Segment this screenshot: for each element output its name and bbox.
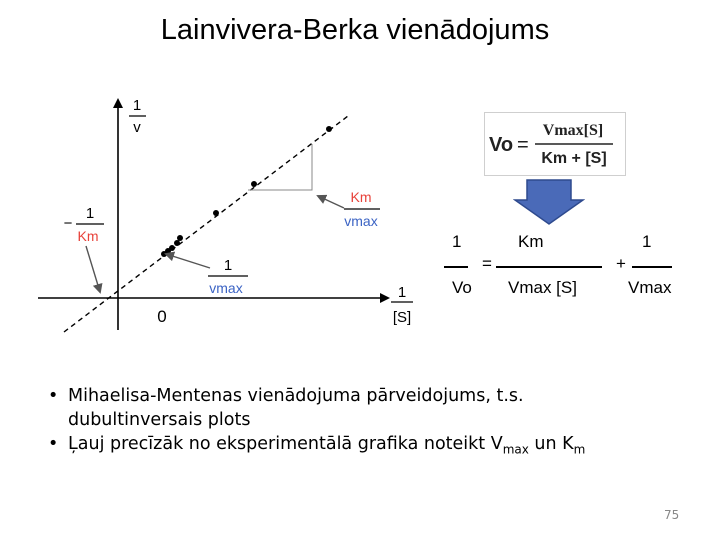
origin-label: 0 (157, 307, 167, 326)
data-point (213, 210, 219, 216)
slide-number: 75 (664, 508, 680, 522)
x-intercept-minus: − (63, 215, 73, 232)
lb-rhs-fraction-bar (632, 266, 672, 268)
bullet-continuation (48, 408, 688, 432)
mm-lhs: Vo (489, 134, 514, 156)
slide-title: Lainvivera-Berka vienādojums (160, 14, 550, 46)
mm-equation (485, 113, 625, 175)
down-arrow-icon (513, 178, 585, 226)
bullet-item (48, 432, 688, 462)
lb-lhs-fraction-bar (444, 266, 468, 268)
x-axis-label-num: 1 (397, 284, 407, 301)
bullet-subscript: m (573, 442, 586, 457)
slope-den: vmax (344, 213, 378, 229)
x-axis-label-den: [S] (392, 309, 412, 326)
slope-arrow (318, 196, 344, 208)
lb-rhs-num: 1 (642, 232, 652, 251)
bullet-text: Mihaelisa-Mentenas vienādojuma pārveidojums, t.s. (68, 386, 524, 406)
y-axis-label-den: v (133, 119, 141, 136)
data-point (177, 235, 183, 241)
y-intercept-den: vmax (209, 280, 243, 296)
mm-equals: = (517, 134, 529, 156)
lb-mid-den: Vmax [S] (508, 278, 577, 297)
mm-numerator: Vmax[S] (542, 122, 604, 139)
lb-equals: = (482, 254, 492, 273)
bullet-marker: • (48, 434, 59, 454)
data-point (326, 126, 332, 132)
lb-mid-fraction-bar (496, 266, 602, 268)
y-axis-label-num: 1 (132, 97, 142, 114)
bullet-item (48, 384, 688, 408)
mm-equation-box (484, 112, 626, 176)
data-points (161, 126, 332, 257)
x-intercept-arrow (86, 246, 100, 292)
data-point (251, 181, 257, 187)
lineweaver-burk-equation (440, 228, 700, 308)
bullet-text: Ļauj precīzāk no eksperimentālā grafika noteikt V (68, 434, 503, 454)
bullet-subscript: max (502, 442, 529, 457)
regression-line (64, 116, 348, 332)
mm-denominator: Km + [S] (541, 150, 607, 167)
slope-num: Km (350, 189, 372, 205)
bullet-marker: • (48, 386, 59, 406)
lb-plus: + (616, 254, 626, 273)
y-intercept-arrow (166, 254, 210, 268)
y-intercept-num: 1 (223, 257, 233, 274)
bullet-text: un K (528, 434, 574, 454)
lb-lhs-den: Vo (452, 278, 472, 297)
x-intercept-den: Km (77, 228, 99, 244)
data-point (174, 240, 180, 246)
lb-mid-num: Km (518, 232, 544, 251)
lb-rhs-den: Vmax (628, 278, 672, 297)
x-intercept-num: 1 (85, 205, 95, 222)
bullet-list (48, 384, 688, 462)
data-point (169, 245, 175, 251)
lb-lhs-num: 1 (452, 232, 462, 251)
bullet-text: dubultinversais plots (68, 410, 251, 430)
